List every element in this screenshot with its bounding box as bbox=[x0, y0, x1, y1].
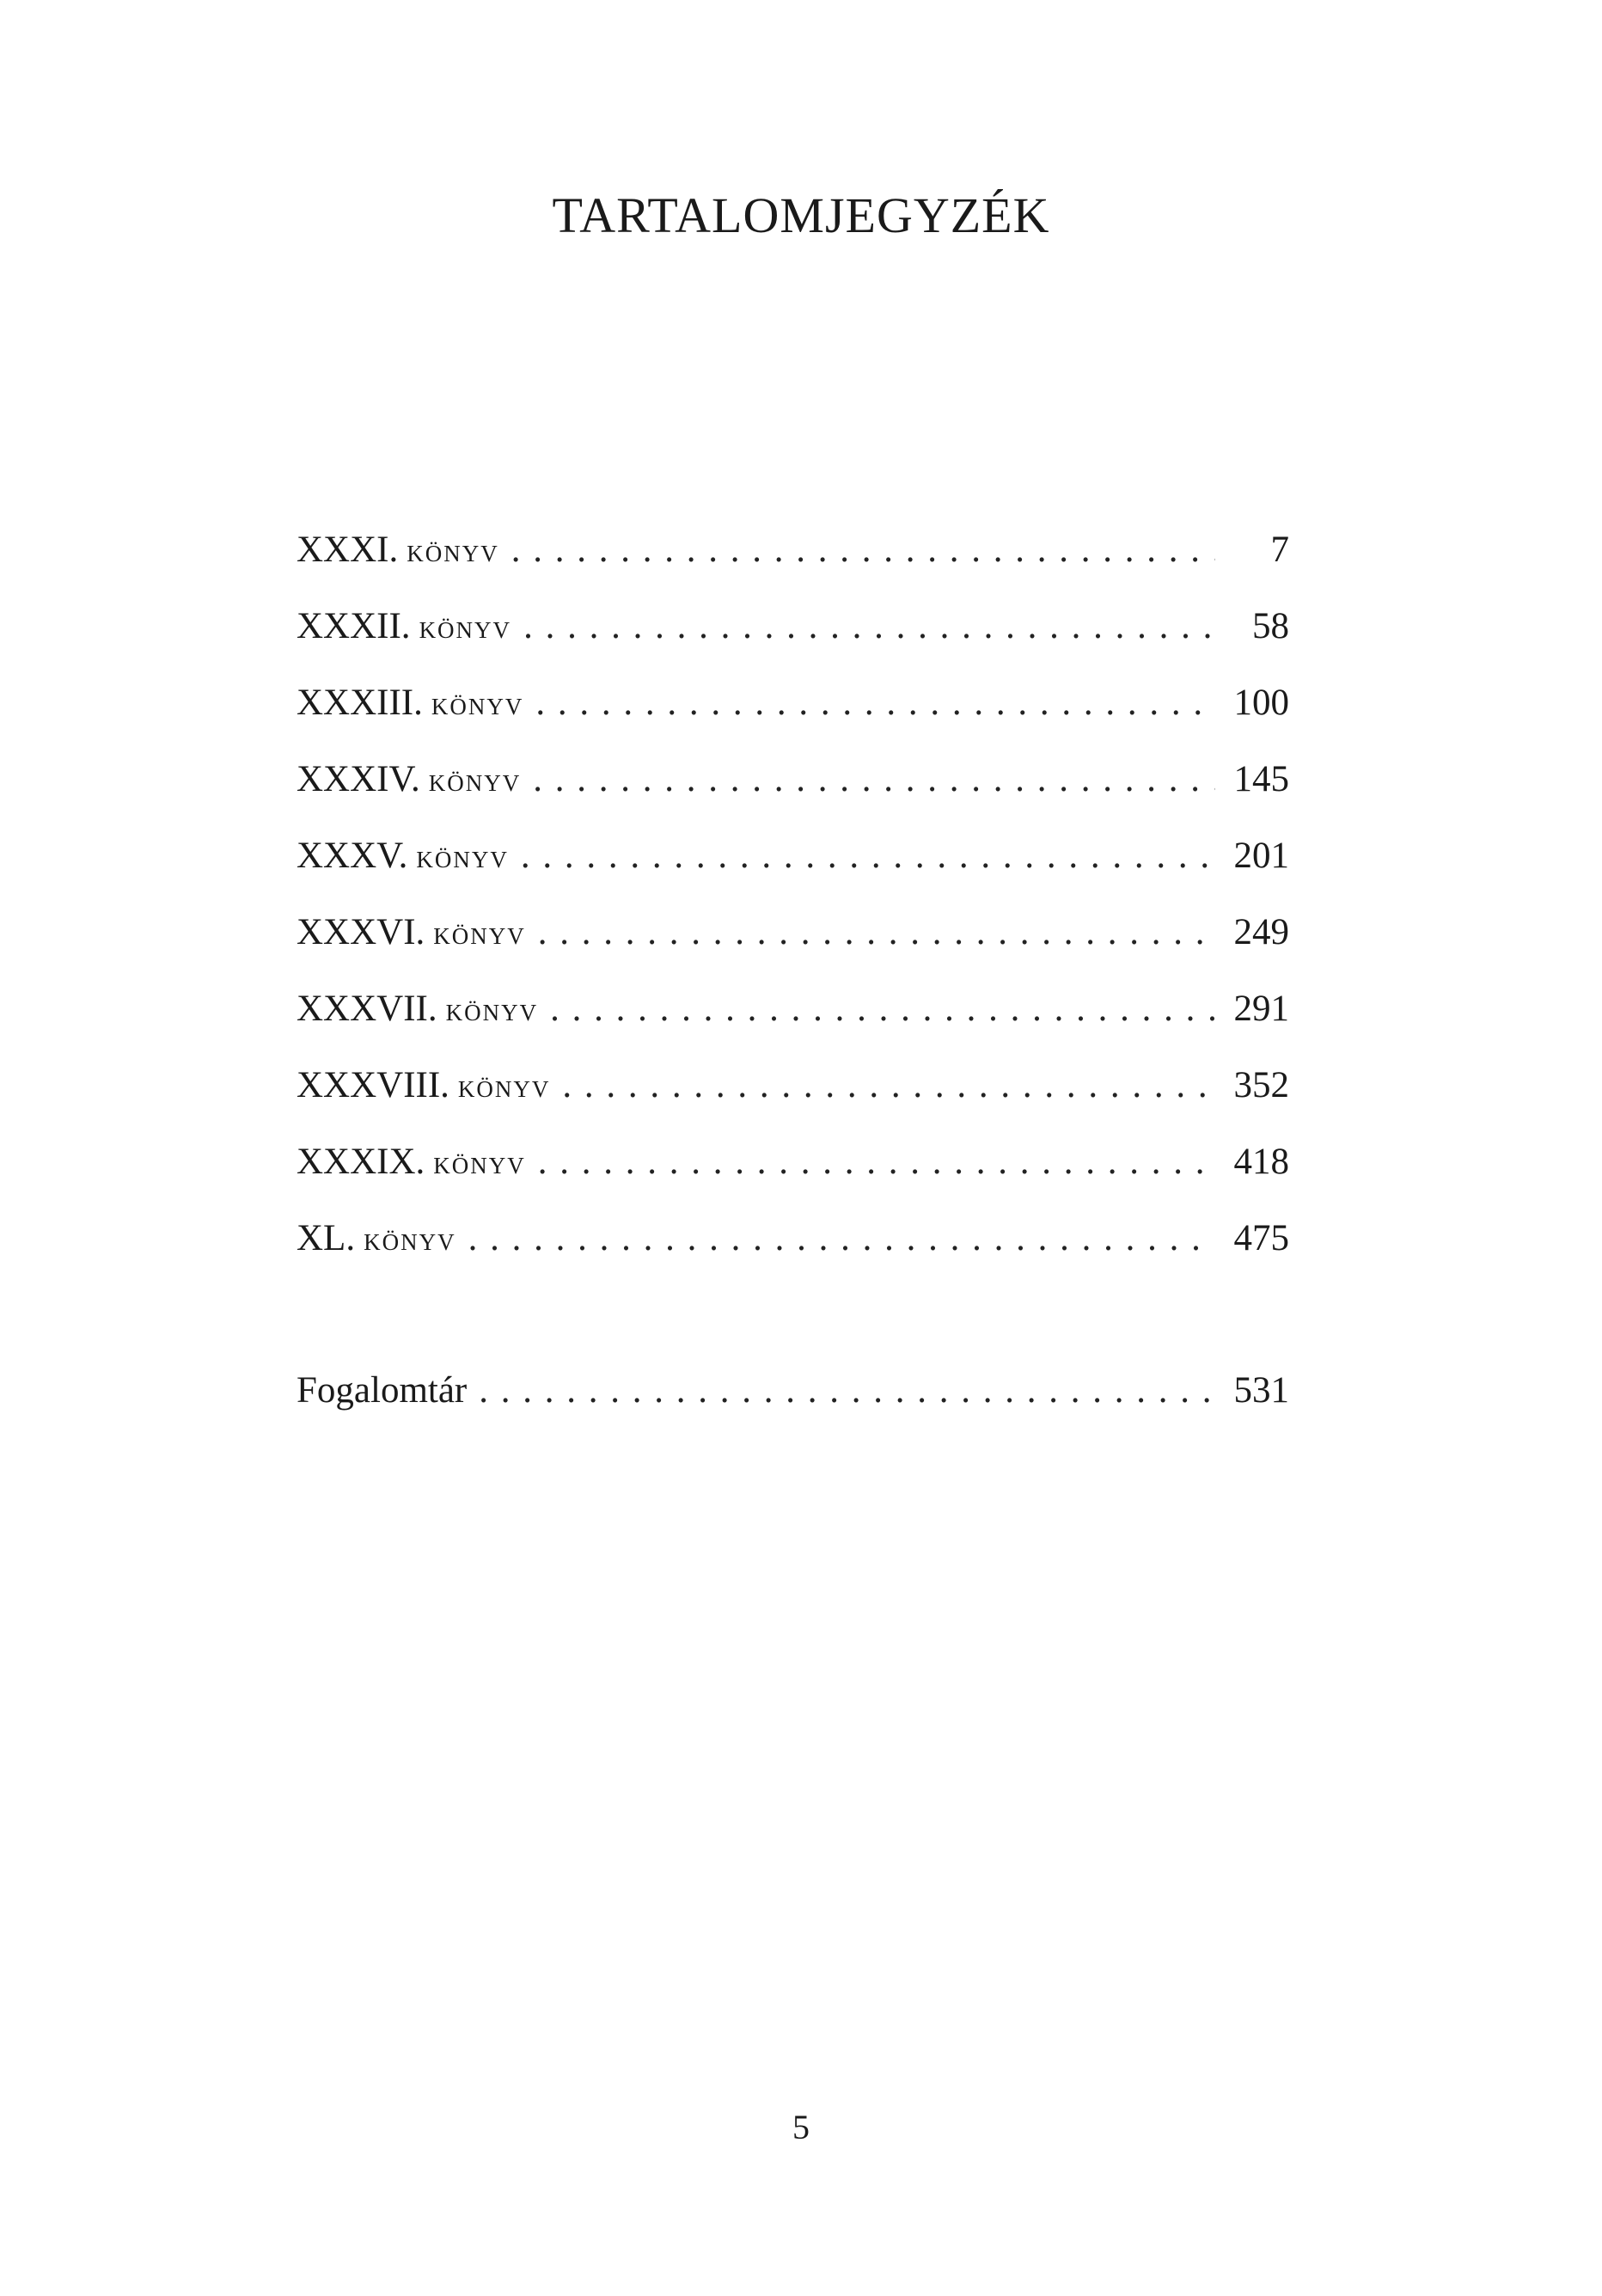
toc-entry[interactable] bbox=[297, 754, 1289, 805]
page-title: TARTALOMJEGYZÉK bbox=[552, 187, 1050, 243]
toc-entry[interactable] bbox=[297, 1213, 1289, 1264]
toc-entry[interactable] bbox=[297, 983, 1289, 1035]
dot-leader bbox=[538, 1136, 1215, 1188]
toc-entry-suffix: KÖNYV bbox=[445, 1000, 539, 1026]
dot-leader bbox=[521, 830, 1215, 882]
toc-entry-label bbox=[297, 677, 523, 732]
toc-entry[interactable] bbox=[297, 1136, 1289, 1188]
toc-entry-glossary[interactable] bbox=[297, 1365, 1289, 1417]
dot-leader bbox=[538, 907, 1215, 958]
toc-entry[interactable] bbox=[297, 524, 1289, 576]
toc-entry-suffix: KÖNYV bbox=[431, 694, 524, 719]
toc-entry-label bbox=[297, 1060, 550, 1115]
toc-entry-page: 352 bbox=[1233, 1065, 1289, 1105]
dot-leader bbox=[468, 1213, 1215, 1264]
toc-entry-label bbox=[297, 601, 511, 656]
toc-entry-numeral: XXXVIII. bbox=[297, 1065, 449, 1105]
toc-entry-label bbox=[297, 1213, 456, 1268]
toc-entry-numeral: XXXI. bbox=[297, 530, 399, 570]
toc-entry-numeral: XXXIII. bbox=[297, 683, 423, 723]
toc-entry[interactable] bbox=[297, 677, 1289, 729]
toc-entry-page: 249 bbox=[1233, 912, 1289, 952]
toc-entry-label bbox=[297, 754, 521, 809]
dot-leader bbox=[535, 677, 1215, 729]
toc-entry-suffix: KÖNYV bbox=[416, 847, 509, 872]
toc-entry-suffix: KÖNYV bbox=[419, 617, 512, 643]
dot-leader bbox=[562, 1060, 1215, 1111]
toc-entry-numeral: XXXV. bbox=[297, 836, 408, 876]
toc-entry-page: 291 bbox=[1233, 989, 1289, 1029]
page-number: 5 bbox=[792, 2108, 810, 2146]
toc-entry-label bbox=[297, 907, 526, 962]
toc-entry-suffix: KÖNYV bbox=[433, 1153, 526, 1179]
dot-leader bbox=[511, 524, 1215, 576]
dot-leader bbox=[533, 754, 1215, 805]
toc-entry-label bbox=[297, 524, 499, 579]
toc-entry-numeral: XXXVII. bbox=[297, 989, 437, 1029]
toc-entry-suffix: KÖNYV bbox=[428, 770, 522, 796]
toc-entry-numeral: XXXII. bbox=[297, 606, 411, 646]
toc-entry-page: 58 bbox=[1252, 606, 1289, 646]
toc-entry-numeral: XL. bbox=[297, 1218, 356, 1258]
toc-entry-suffix: KÖNYV bbox=[457, 1076, 551, 1102]
toc-entry-page: 418 bbox=[1233, 1142, 1289, 1182]
toc-entry-suffix: KÖNYV bbox=[364, 1229, 456, 1255]
dot-leader bbox=[479, 1365, 1215, 1417]
dot-leader bbox=[550, 983, 1215, 1035]
toc-entry-label bbox=[297, 1136, 526, 1191]
toc-entry-page: 100 bbox=[1233, 683, 1289, 723]
toc-entry-suffix: KÖNYV bbox=[407, 541, 499, 566]
toc-entry-page: 531 bbox=[1233, 1370, 1289, 1411]
toc-entry-label bbox=[297, 983, 538, 1038]
toc-entry-numeral: XXXIX. bbox=[297, 1142, 425, 1182]
toc-entry[interactable] bbox=[297, 601, 1289, 652]
toc-entry-numeral: XXXIV. bbox=[297, 759, 420, 799]
toc-entry-page: 475 bbox=[1233, 1218, 1289, 1258]
toc-entry-page: 201 bbox=[1233, 836, 1289, 876]
toc-entry-label: Fogalomtár bbox=[297, 1370, 468, 1411]
toc-entry-numeral: XXXVI. bbox=[297, 912, 425, 952]
dot-leader bbox=[523, 601, 1215, 652]
toc-entry-page: 7 bbox=[1270, 530, 1289, 570]
toc-entry-suffix: KÖNYV bbox=[433, 923, 526, 949]
toc-entry-page: 145 bbox=[1233, 759, 1289, 799]
toc-entry[interactable] bbox=[297, 1060, 1289, 1111]
toc-entry[interactable] bbox=[297, 830, 1289, 882]
toc-entry[interactable] bbox=[297, 907, 1289, 958]
toc-entry-label bbox=[297, 830, 509, 885]
